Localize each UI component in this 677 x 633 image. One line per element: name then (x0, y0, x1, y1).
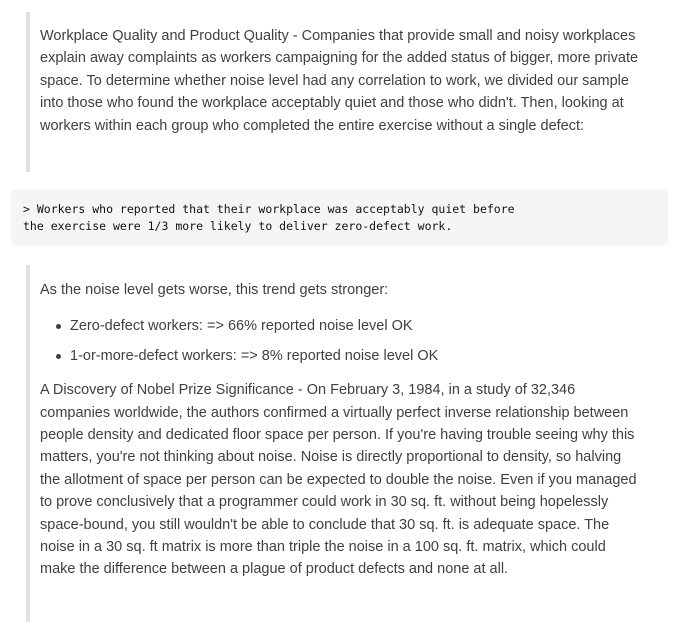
blockquote-noise-trend (26, 265, 643, 622)
code-text (23, 201, 656, 235)
list-item-text: 1-or-more-defect workers: => 8% reported noise level OK (70, 347, 439, 364)
code-line-2: the exercise were 1/3 more likely to deliver zero-defect work. (23, 219, 453, 233)
paragraph-nobel-discovery: A Discovery of Nobel Prize Significance - On February 3, 1984, in a study of 32,346 companies worldwide, the authors confirmed a virtually perfect inverse relationship between people density and dedicated floor space per person. If you're having trouble seeing why this matters, you're not thinking about noise. Noise is directly proportional to density, so halving the allotment of space per person can be expected to double the noise. Even if you managed to prove conclusively that a programmer could work in 30 sq. ft. without being hopelessly space-bound, you still wouldn't be able to conclude that 30 sq. ft. is adequate space. The noise in a 30 sq. ft matrix is more than triple the noise in a 100 sq. ft. matrix, which could make the difference between a plague of product defects and none at all. (40, 382, 637, 578)
list-item (40, 315, 643, 337)
code-block (11, 189, 668, 246)
bullet-dot-icon (56, 324, 61, 329)
list-item-text: Zero-defect workers: => 66% reported noise level OK (70, 318, 413, 335)
bullet-list (40, 315, 643, 367)
list-item (40, 345, 643, 367)
bullet-dot-icon (56, 354, 61, 359)
paragraph-trend-intro: As the noise level gets worse, this trend gets stronger: (40, 282, 389, 298)
code-line-1: > Workers who reported that their workplace was acceptably quiet before (23, 202, 515, 216)
paragraph-workplace-quality: Workplace Quality and Product Quality - Companies that provide small and noisy workplaces explain away complaints as workers campaigning for the added status of bigger, more private space. To determine whether noise level had any correlation to work, we divided our sample into those who found the workplace acceptably quiet and those who didn't. Then, looking at workers within each group who completed the entire exercise without a single defect: (40, 28, 639, 134)
blockquote-workplace-quality (26, 12, 643, 172)
